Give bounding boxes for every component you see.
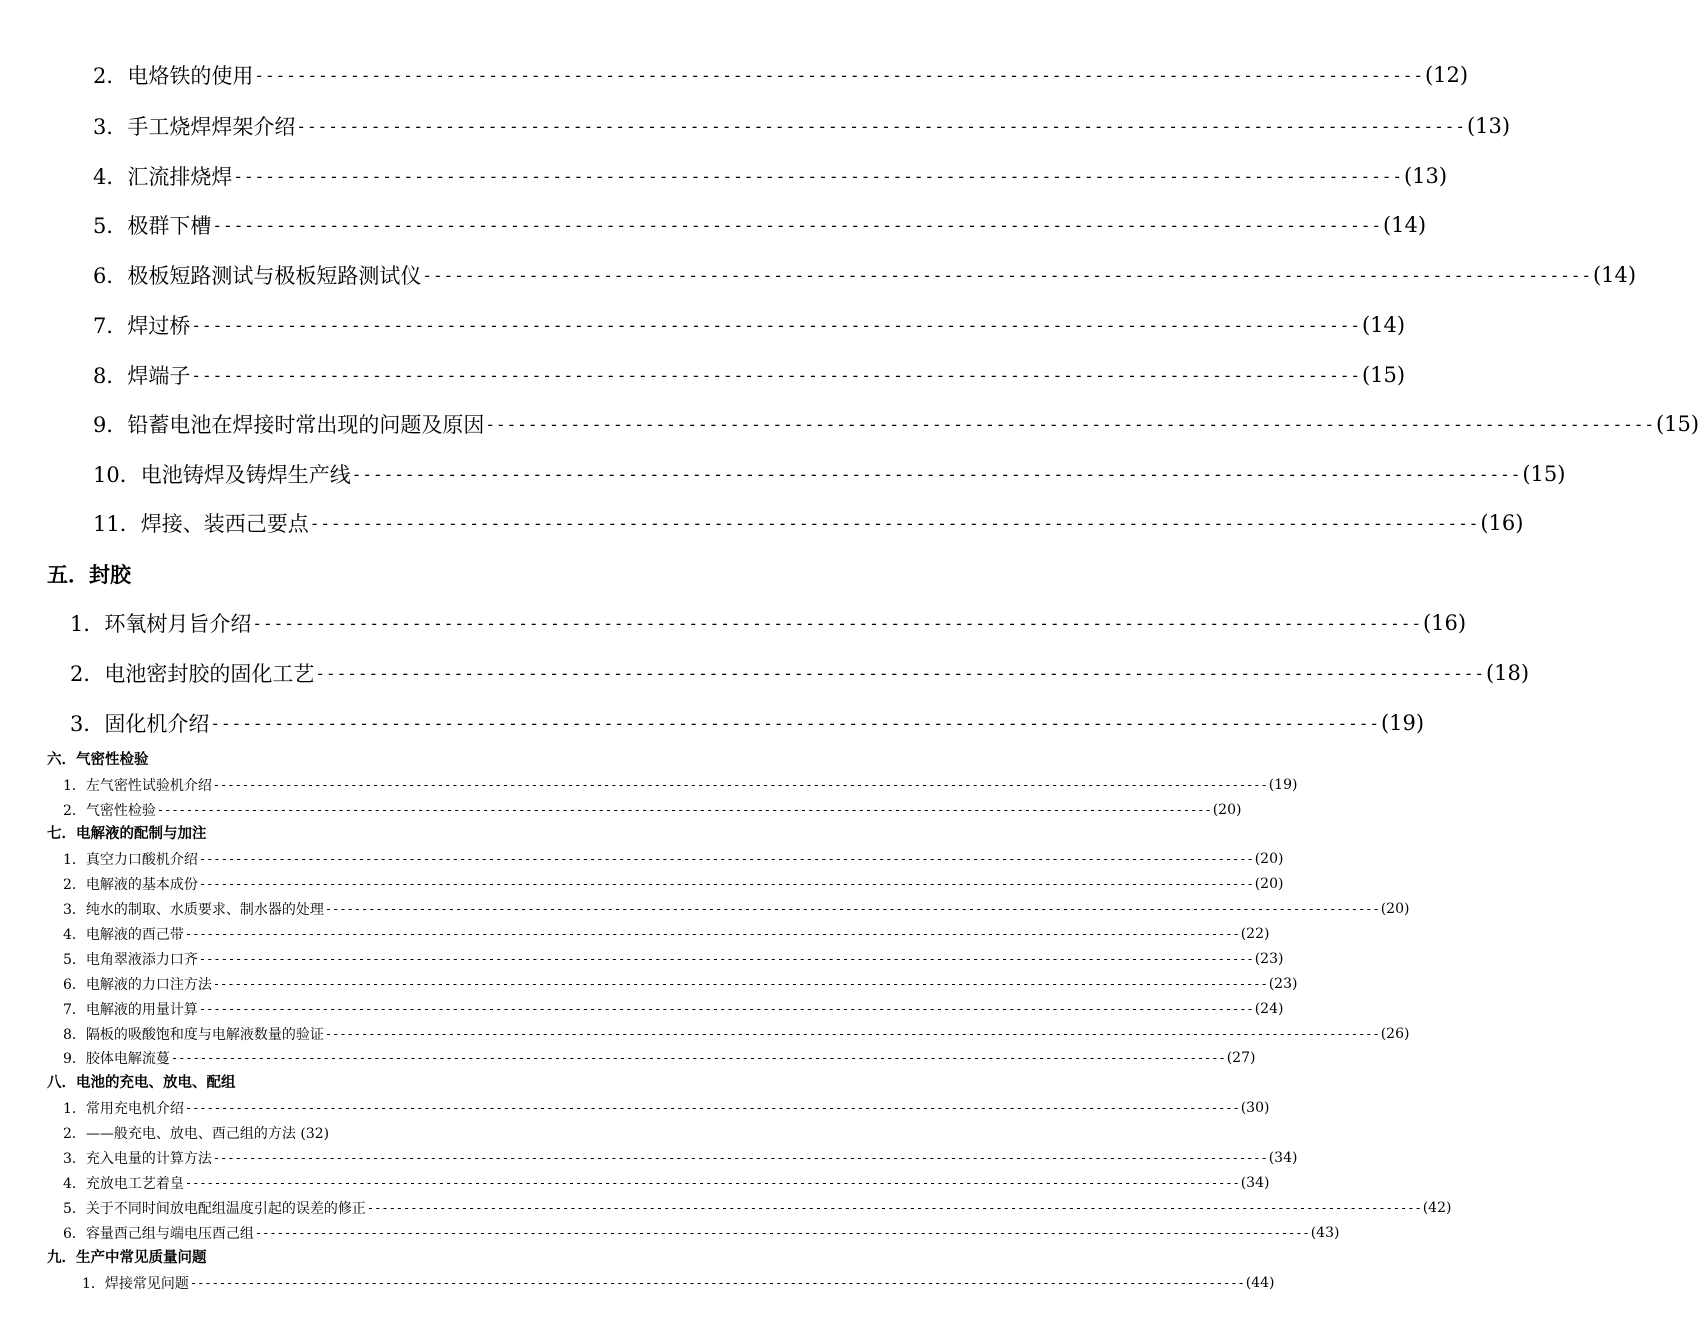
toc-entry[interactable]: [63, 948, 1284, 970]
dotted-leader: --------------------------------------------------------------------------------------------------------------: [485, 414, 1655, 434]
toc-entry[interactable]: [63, 1172, 1270, 1194]
dotted-leader: --------------------------------------------------------------------------------------------------------------: [309, 513, 1480, 533]
toc-entry-page: (34): [1268, 1150, 1298, 1166]
toc-entry-label: 7．焊过桥: [93, 314, 191, 338]
toc-entry-label: 5．关于不同时间放电配组温度引起的误差的修正: [63, 1201, 366, 1217]
toc-entry[interactable]: [93, 305, 1406, 345]
toc-entry-page: (19): [1380, 711, 1425, 735]
toc-entry-page: (15): [1655, 412, 1699, 436]
toc-entry[interactable]: [82, 1272, 1275, 1294]
toc-entry-label: 4．充放电工艺着皇: [63, 1176, 184, 1192]
toc-entry-label: 1．焊接常见问题: [82, 1276, 189, 1292]
toc-entry[interactable]: [63, 1097, 1270, 1119]
dotted-leader: --------------------------------------------------------------------------------------------------------------: [254, 65, 1424, 85]
toc-entry[interactable]: [63, 998, 1284, 1020]
dotted-leader: --------------------------------------------------------------------------------------------------------------------------------------------------: [189, 1276, 1245, 1290]
dotted-leader: --------------------------------------------------------------------------------------------------------------------------------------------------: [366, 1201, 1422, 1215]
chapter-heading[interactable]: 五．封胶: [47, 563, 131, 587]
toc-entry[interactable]: [63, 1222, 1340, 1244]
toc-entry-page: (15): [1522, 462, 1566, 486]
toc-entry-page: (18): [1485, 661, 1530, 685]
toc-entry-page: (23): [1268, 976, 1298, 992]
dotted-leader: --------------------------------------------------------------------------------------------------------------: [422, 265, 1592, 285]
dotted-leader: --------------------------------------------------------------------------------------------------------------: [191, 315, 1361, 335]
toc-entry-label: 10．电池铸焊及铸焊生产线: [93, 463, 351, 487]
toc-entry-label: 1．常用充电机介绍: [63, 1101, 184, 1117]
toc-entry[interactable]: [70, 603, 1467, 643]
dotted-leader: --------------------------------------------------------------------------------------------------------------------------------------------------: [324, 902, 1380, 916]
toc-entry[interactable]: [93, 205, 1427, 245]
toc-entry-page: (19): [1268, 777, 1298, 793]
dotted-leader: --------------------------------------------------------------------------------------------------------------: [212, 215, 1382, 235]
toc-entry[interactable]: [93, 55, 1469, 95]
toc-entry-page: (14): [1382, 213, 1427, 237]
dotted-leader: --------------------------------------------------------------------------------------------------------------------------------------------------: [212, 977, 1268, 991]
toc-entry-page: (13): [1466, 114, 1511, 138]
toc-entry[interactable]: [63, 1047, 1256, 1069]
dotted-leader: --------------------------------------------------------------------------------------------------------------------------------------------------: [156, 803, 1212, 817]
toc-entry[interactable]: [63, 848, 1284, 870]
toc-entry-page: (16): [1422, 611, 1467, 635]
toc-entry-label: 5．电角翠液添力口齐: [63, 952, 198, 968]
toc-entry-label: 3．固化机介绍: [70, 712, 210, 736]
dotted-leader: --------------------------------------------------------------------------------------------------------------------------------------------------: [184, 927, 1240, 941]
dotted-leader: --------------------------------------------------------------------------------------------------------------: [296, 116, 1466, 136]
dotted-leader: --------------------------------------------------------------------------------------------------------------: [252, 613, 1422, 633]
toc-entry-page: (24): [1254, 1001, 1284, 1017]
toc-entry[interactable]: [70, 653, 1530, 693]
toc-entry-label: 9．胶体电解流蔓: [63, 1051, 170, 1067]
toc-entry-page: (14): [1592, 263, 1637, 287]
toc-entry-page: (22): [1240, 926, 1270, 942]
toc-entry[interactable]: [93, 156, 1448, 196]
toc-entry-page: (30): [1240, 1100, 1270, 1116]
dotted-leader: --------------------------------------------------------------------------------------------------------------------------------------------------: [198, 952, 1254, 966]
dotted-leader: --------------------------------------------------------------------------------------------------------------------------------------------------: [198, 852, 1254, 866]
dotted-leader: --------------------------------------------------------------------------------------------------------------------------------------------------: [324, 1027, 1380, 1041]
dotted-leader: --------------------------------------------------------------------------------------------------------------------------------------------------: [198, 877, 1254, 891]
toc-entry-label: 1．环氧树月旨介绍: [70, 612, 252, 636]
dotted-leader: --------------------------------------------------------------------------------------------------------------------------------------------------: [184, 1101, 1240, 1115]
toc-entry-label: 11．焊接、装西己要点: [93, 512, 309, 536]
toc-entry-page: (26): [1380, 1026, 1410, 1042]
toc-entry-page: (20): [1254, 851, 1284, 867]
toc-entry-label: 6．容量酉己组与端电压酉己组: [63, 1226, 254, 1242]
toc-entry-page: (20): [1254, 876, 1284, 892]
chapter-heading[interactable]: 九．生产中常见质量问题: [47, 1250, 207, 1266]
toc-entry-page: (14): [1361, 313, 1406, 337]
toc-entry-label: 3．充入电量的计算方法: [63, 1151, 212, 1167]
toc-entry[interactable]: [63, 873, 1284, 895]
toc-entry[interactable]: [63, 1023, 1410, 1045]
toc-entry[interactable]: [63, 923, 1270, 945]
dotted-leader: --------------------------------------------------------------------------------------------------------------: [315, 663, 1485, 683]
toc-entry[interactable]: [63, 898, 1410, 920]
toc-entry-page: (12): [1424, 63, 1469, 87]
toc-entry-label: 2．——般充电、放电、酉己组的方法 (32): [63, 1126, 330, 1142]
toc-entry-label: 2．电池密封胶的固化工艺: [70, 662, 315, 686]
toc-entry[interactable]: [63, 973, 1298, 995]
toc-entry-label: 5．极群下槽: [93, 214, 212, 238]
toc-entry[interactable]: [93, 404, 1699, 444]
toc-entry-page: (42): [1422, 1200, 1452, 1216]
toc-entry-label: 7．电解液的用量计算: [63, 1002, 198, 1018]
toc-entry-page: (20): [1212, 802, 1242, 818]
dotted-leader: --------------------------------------------------------------------------------------------------------------------------------------------------: [170, 1051, 1226, 1065]
toc-entry-label: 6．电解液的力口注方法: [63, 977, 212, 993]
toc-entry-label: 3．手工烧焊焊架介绍: [93, 115, 296, 139]
toc-entry-page: (16): [1480, 511, 1524, 535]
toc-entry-label: 8．隔板的吸酸饱和度与电解液数量的验证: [63, 1027, 324, 1043]
toc-entry[interactable]: [93, 454, 1566, 494]
toc-entry-page: (23): [1254, 951, 1284, 967]
toc-entry[interactable]: [93, 106, 1511, 146]
toc-entry[interactable]: [63, 1197, 1452, 1219]
dotted-leader: --------------------------------------------------------------------------------------------------------------------------------------------------: [198, 1002, 1254, 1016]
toc-entry-page: (44): [1245, 1275, 1275, 1291]
toc-entry[interactable]: [93, 503, 1524, 543]
toc-entry-label: 9．铅蓄电池在焊接时常出现的问题及原因: [93, 413, 485, 437]
toc-entry[interactable]: [93, 255, 1637, 295]
toc-entry[interactable]: [63, 774, 1298, 796]
toc-entry-label: 2．电烙铁的使用: [93, 64, 254, 88]
toc-entry-label: 4．汇流排烧焊: [93, 165, 233, 189]
dotted-leader: --------------------------------------------------------------------------------------------------------------------------------------------------: [212, 778, 1268, 792]
toc-entry-label: 4．电解液的酉己带: [63, 927, 184, 943]
dotted-leader: --------------------------------------------------------------------------------------------------------------: [210, 713, 1380, 733]
toc-entry-label: 6．极板短路测试与极板短路测试仪: [93, 264, 422, 288]
toc-entry-label: 1．真空力口酸机介绍: [63, 852, 198, 868]
dotted-leader: --------------------------------------------------------------------------------------------------------------: [351, 464, 1522, 484]
toc-entry-page: (27): [1226, 1050, 1256, 1066]
chapter-heading[interactable]: 六．气密性检验: [47, 752, 149, 768]
toc-entry-page: (15): [1361, 363, 1406, 387]
toc-entry-label: 1．左气密性试验机介绍: [63, 778, 212, 794]
toc-entry-label: 2．电解液的基本成份: [63, 877, 198, 893]
toc-entry[interactable]: [63, 799, 1242, 821]
toc-entry-label: 3．纯水的制取、水质要求、制水器的处理: [63, 902, 324, 918]
toc-entry-page: (20): [1380, 901, 1410, 917]
dotted-leader: --------------------------------------------------------------------------------------------------------------------------------------------------: [254, 1226, 1310, 1240]
toc-entry-label: 2．气密性检验: [63, 803, 156, 819]
toc-entry-page: (43): [1310, 1225, 1340, 1241]
chapter-heading[interactable]: 八．电池的充电、放电、配组: [47, 1075, 236, 1091]
toc-entry[interactable]: [93, 355, 1406, 395]
toc-entry[interactable]: [63, 1147, 1298, 1169]
dotted-leader: --------------------------------------------------------------------------------------------------------------: [191, 365, 1361, 385]
toc-entry-page: (34): [1240, 1175, 1270, 1191]
toc-entry-label: 8．焊端子: [93, 364, 191, 388]
chapter-heading[interactable]: 七．电解液的配制与加注: [47, 826, 207, 842]
dotted-leader: --------------------------------------------------------------------------------------------------------------------------------------------------: [184, 1176, 1240, 1190]
toc-entry-page: (13): [1403, 164, 1448, 188]
dotted-leader: --------------------------------------------------------------------------------------------------------------: [233, 166, 1403, 186]
dotted-leader: --------------------------------------------------------------------------------------------------------------------------------------------------: [212, 1151, 1268, 1165]
toc-entry[interactable]: [63, 1122, 483, 1144]
toc-entry[interactable]: [70, 703, 1425, 743]
